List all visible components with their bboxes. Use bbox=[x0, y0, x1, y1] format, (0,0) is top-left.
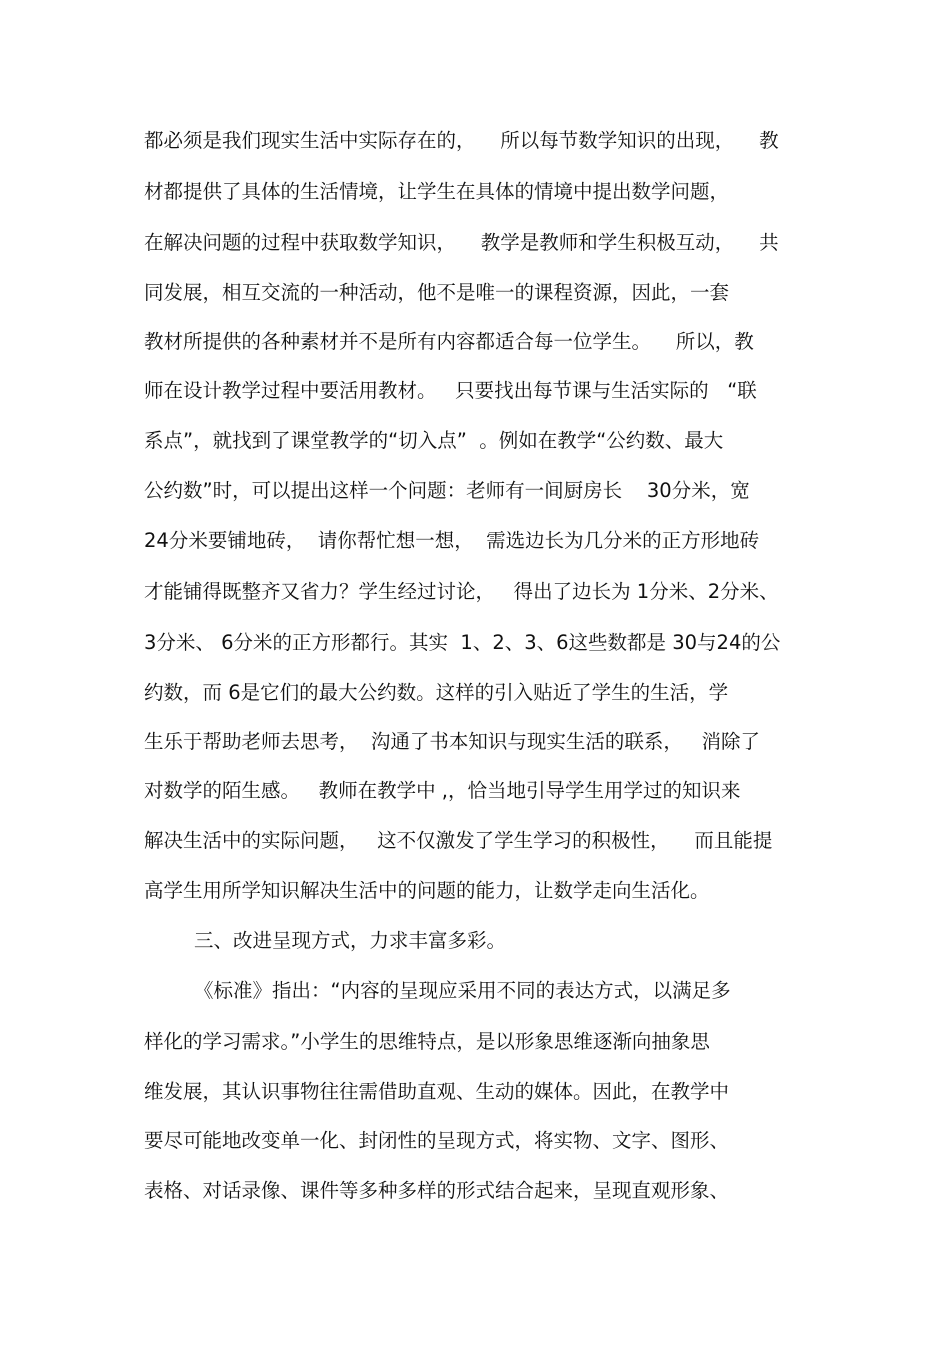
body-line: 在解决问题的过程中获取数学知识， 教学是教师和学生积极互动， 共 bbox=[144, 231, 779, 254]
body-line: 要尽可能地改变单一化、封闭性的呈现方式，将实物、文字、图形、 bbox=[144, 1129, 730, 1152]
body-line: 高学生用所学知识解决生活中的问题的能力，让数学走向生活化。 bbox=[144, 879, 710, 902]
body-line: 材都提供了具体的生活情境，让学生在具体的情境中提出数学问题， bbox=[144, 180, 730, 203]
body-line: 约数，而 6是它们的最大公约数。这样的引入贴近了学生的生活，学 bbox=[144, 681, 729, 704]
body-line: 3分米、 6分米的正方形都行。其实 1、2、3、6这些数都是 30与24的公 bbox=[144, 631, 781, 654]
body-line: 都必须是我们现实生活中实际存在的， 所以每节数学知识的出现， 教 bbox=[144, 129, 779, 152]
body-line: 师在设计教学过程中要活用教材。 只要找出每节课与生活实际的 “联 bbox=[144, 379, 757, 402]
section-heading: 三、改进呈现方式，力求丰富多彩。 bbox=[194, 929, 507, 952]
body-line: 生乐于帮助老师去思考， 沟通了书本知识与现实生活的联系， 消除了 bbox=[144, 730, 760, 753]
body-line: 同发展，相互交流的一种活动，他不是唯一的课程资源，因此，一套 bbox=[144, 281, 730, 304]
body-line: 教材所提供的各种素材并不是所有内容都适合每一位学生。 所以，教 bbox=[144, 330, 754, 353]
body-line: 系点”，就找到了课堂教学的“切入点” 。例如在教学“公约数、最大 bbox=[144, 429, 724, 452]
body-line: 样化的学习需求。”小学生的思维特点，是以形象思维逐渐向抽象思 bbox=[144, 1030, 710, 1053]
body-line: 对数学的陌生感。 教师在教学中 ,，恰当地引导学生用学过的知识来 bbox=[144, 779, 741, 802]
body-line: 24分米要铺地砖， 请你帮忙想一想， 需选边长为几分米的正方形地砖 bbox=[144, 529, 760, 552]
body-line: 解决生活中的实际问题， 这不仅激发了学生学习的积极性， 而且能提 bbox=[144, 829, 773, 852]
body-line: 公约数”时，可以提出这样一个问题：老师有一间厨房长 30分米，宽 bbox=[144, 479, 750, 502]
body-line: 才能铺得既整齐又省力？学生经过讨论， 得出了边长为 1分米、2分米、 bbox=[144, 580, 779, 603]
paragraph-first-line: 《标准》指出：“内容的呈现应采用不同的表达方式，以满足多 bbox=[194, 979, 731, 1002]
body-line: 表格、对话录像、课件等多种多样的形式结合起来，呈现直观形象、 bbox=[144, 1179, 730, 1202]
body-line: 维发展，其认识事物往往需借助直观、生动的媒体。因此，在教学中 bbox=[144, 1080, 730, 1103]
